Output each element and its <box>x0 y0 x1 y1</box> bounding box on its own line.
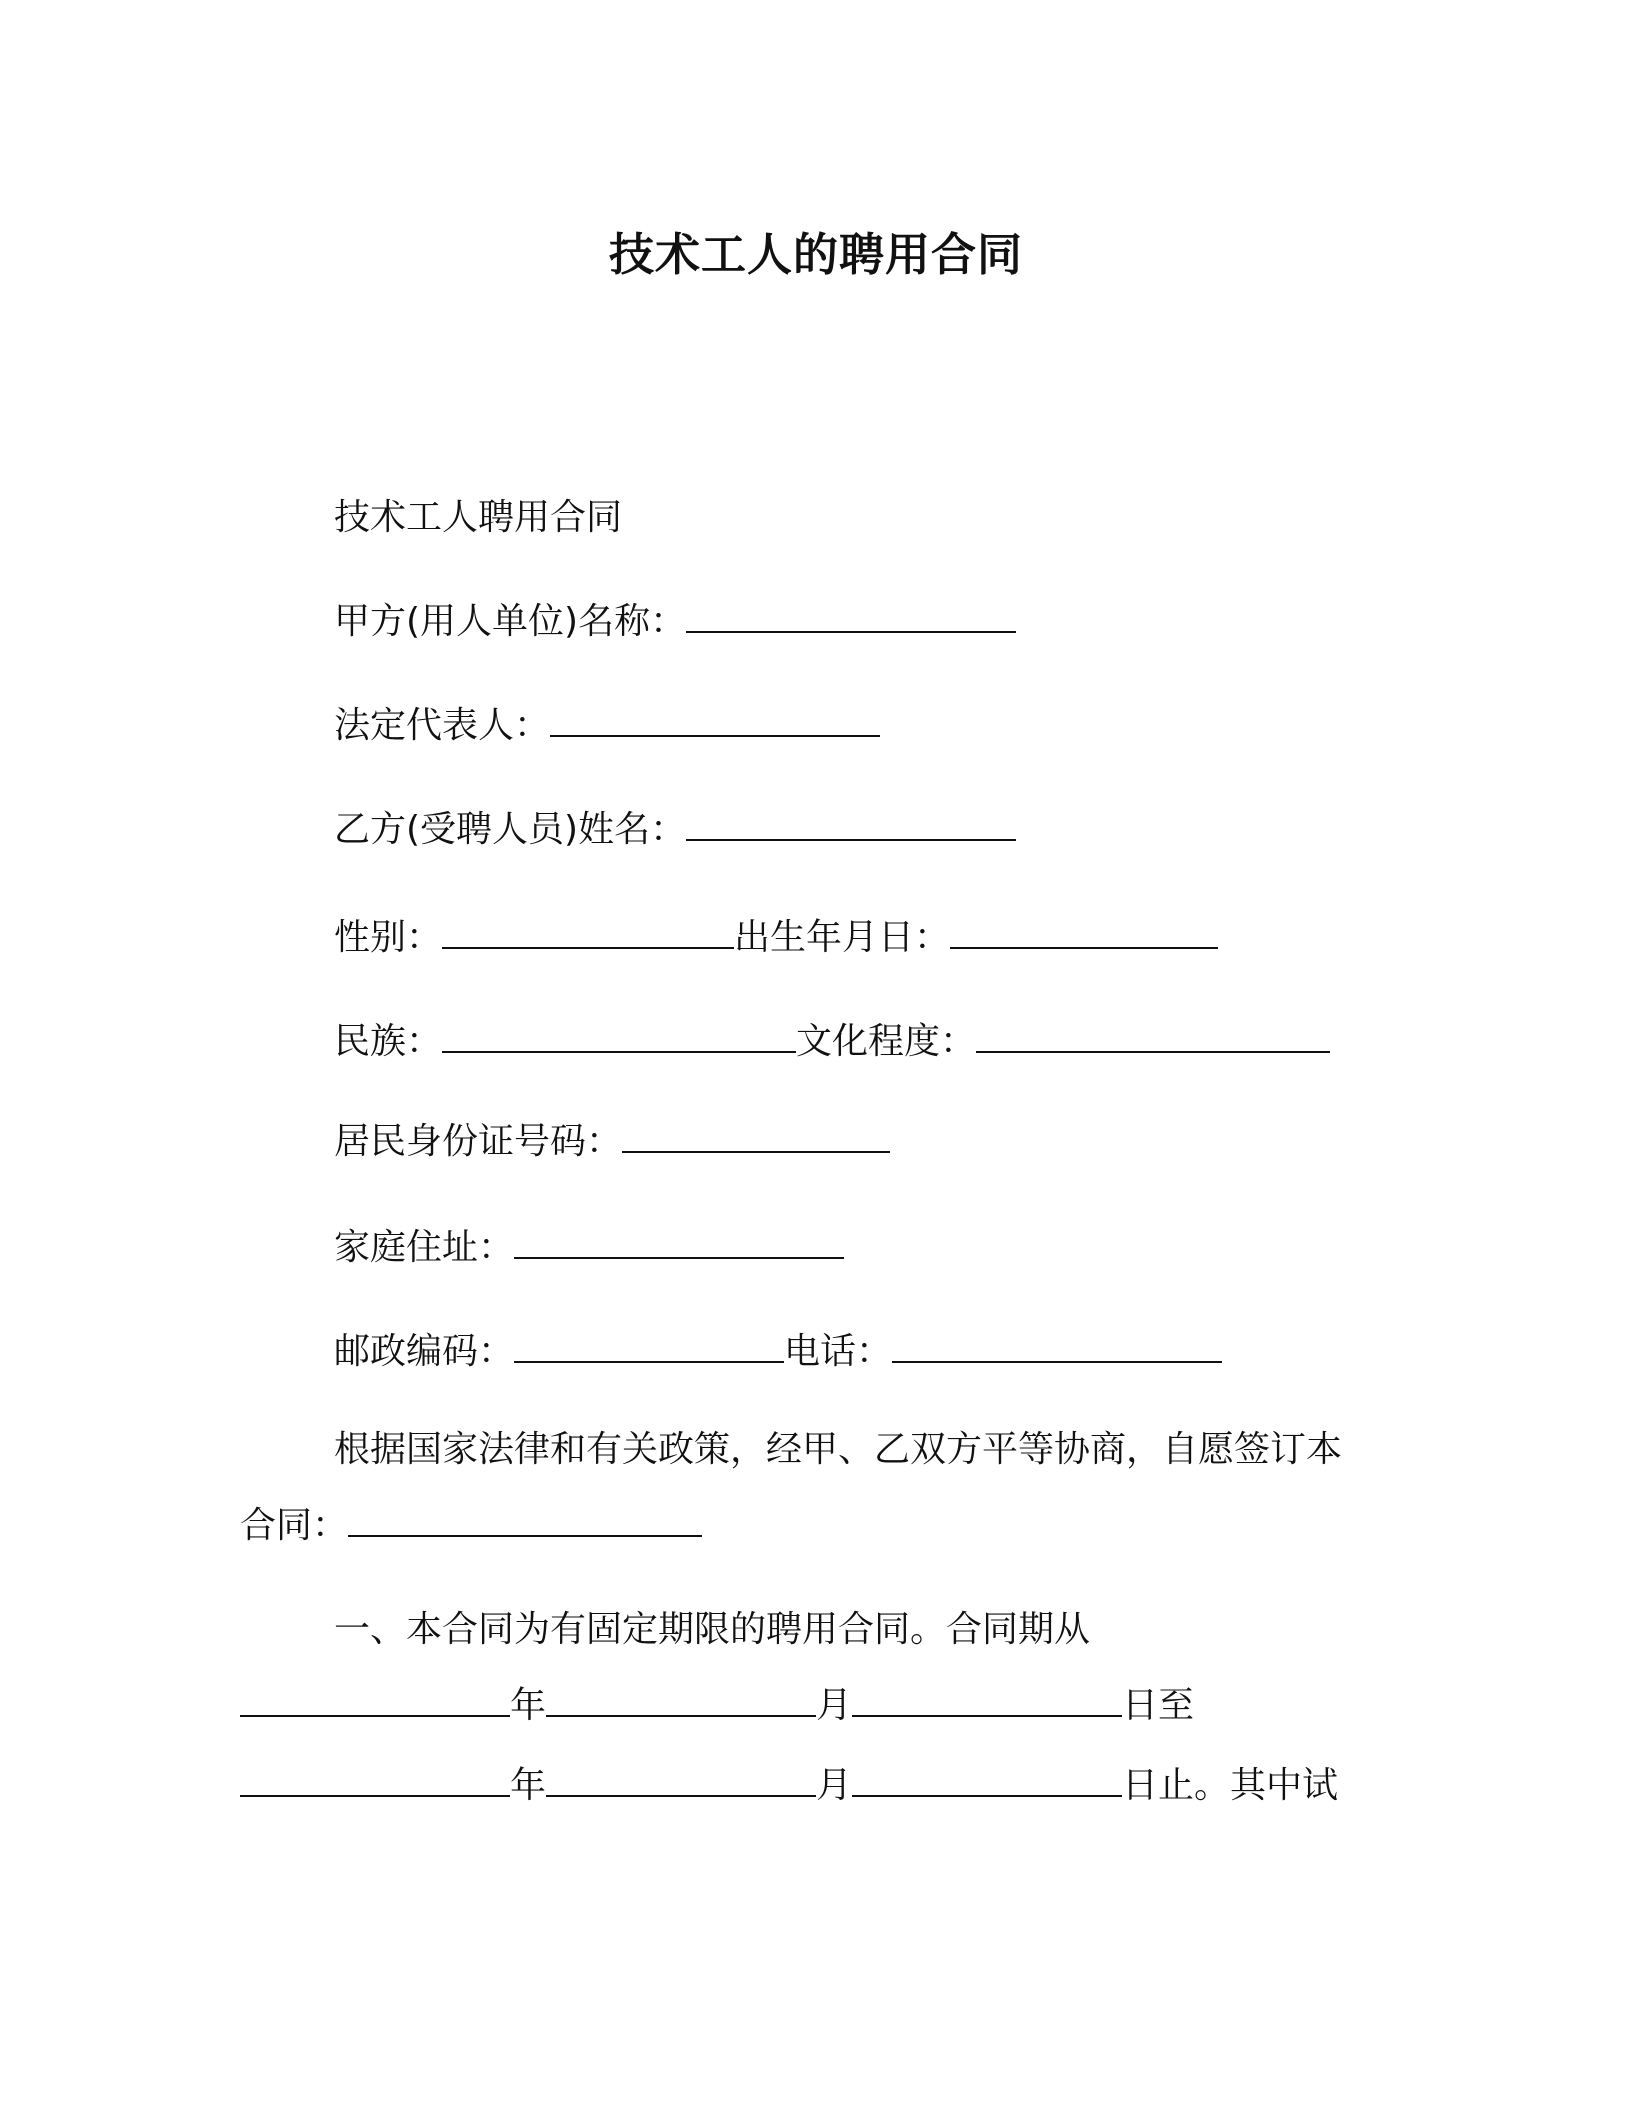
postal-phone-row <box>334 1330 1222 1374</box>
legal-rep-row <box>334 704 880 748</box>
start-year-label: 年 <box>510 1685 547 1726</box>
gender-label: 性别： <box>334 917 443 958</box>
party-b-name-row <box>334 808 1016 852</box>
end-day-blank <box>852 1765 1122 1797</box>
end-month-label: 月 <box>816 1765 853 1806</box>
intro-line-2 <box>240 1504 702 1548</box>
party-a-name-label: 甲方(用人单位)名称： <box>334 601 687 642</box>
clause-1-end-date-row <box>240 1764 1338 1808</box>
party-a-name-row <box>334 600 1016 644</box>
party-b-name-label: 乙方(受聘人员)姓名： <box>334 809 687 850</box>
start-year-blank <box>240 1685 510 1717</box>
gender-blank <box>442 917 734 949</box>
end-month-blank <box>546 1765 816 1797</box>
home-address-row <box>334 1226 844 1270</box>
ethnicity-label: 民族： <box>334 1021 443 1062</box>
party-b-name-blank <box>686 809 1016 841</box>
phone-blank <box>892 1331 1222 1363</box>
end-year-label: 年 <box>510 1765 547 1806</box>
ethnicity-education-row <box>334 1020 1330 1064</box>
start-month-label: 月 <box>816 1685 853 1726</box>
intro-line-2-text: 合同： <box>240 1505 349 1546</box>
home-address-blank <box>514 1227 844 1259</box>
end-year-blank <box>240 1765 510 1797</box>
contract-heading: 技术工人聘用合同 <box>334 497 623 538</box>
start-month-blank <box>546 1685 816 1717</box>
intro-blank <box>348 1505 702 1537</box>
postal-code-blank <box>514 1331 784 1363</box>
phone-label: 电话： <box>784 1331 893 1372</box>
legal-rep-blank <box>550 705 880 737</box>
document-title: 技术工人的聘用合同 <box>608 228 1023 281</box>
intro-line-1: 根据国家法律和有关政策，经甲、乙双方平等协商，自愿签订本 <box>334 1429 1343 1470</box>
id-number-label: 居民身份证号码： <box>334 1121 623 1162</box>
home-address-label: 家庭住址： <box>334 1227 515 1268</box>
gender-birth-row <box>334 916 1218 960</box>
birth-date-blank <box>950 917 1218 949</box>
legal-rep-label: 法定代表人： <box>334 705 551 746</box>
id-number-row <box>334 1120 890 1164</box>
postal-code-label: 邮政编码： <box>334 1331 515 1372</box>
education-label: 文化程度： <box>796 1021 977 1062</box>
start-day-blank <box>852 1685 1122 1717</box>
ethnicity-blank <box>442 1021 796 1053</box>
clause-1-start-date-row <box>240 1684 1194 1728</box>
birth-date-label: 出生年月日： <box>734 917 951 958</box>
education-blank <box>976 1021 1330 1053</box>
clause-1-line-1: 一、本合同为有固定期限的聘用合同。合同期从 <box>334 1609 1091 1650</box>
end-day-label: 日止。其中试 <box>1122 1765 1339 1806</box>
start-day-label: 日至 <box>1122 1685 1195 1726</box>
id-number-blank <box>622 1121 890 1153</box>
party-a-name-blank <box>686 601 1016 633</box>
